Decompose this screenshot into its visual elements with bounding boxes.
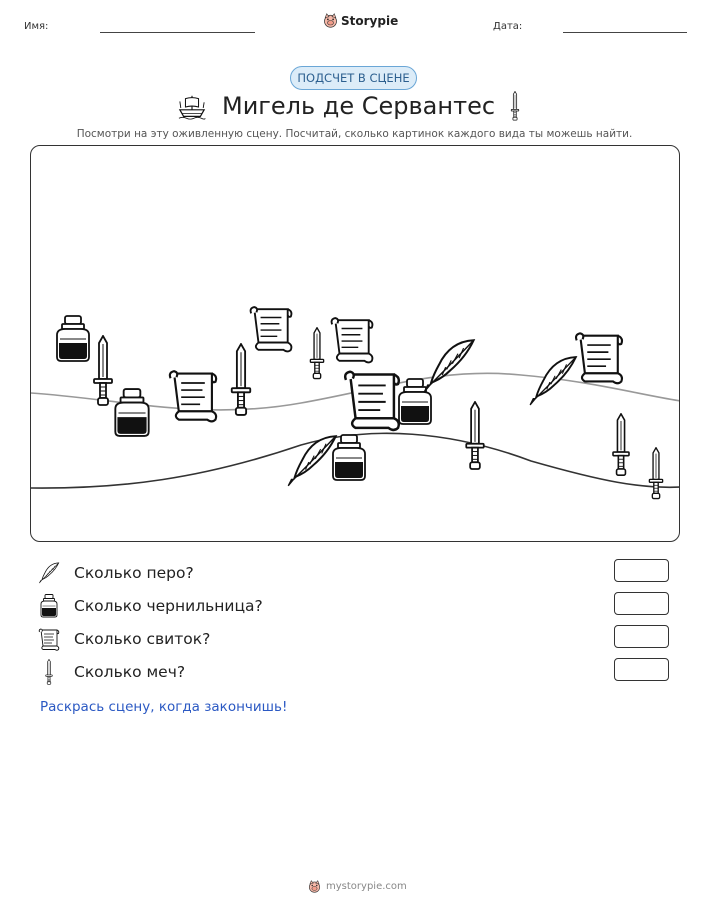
scene-sword — [466, 402, 484, 469]
ship-icon — [178, 93, 206, 121]
question-text: Сколько меч? — [74, 663, 186, 681]
quill-icon — [38, 559, 60, 587]
question-text: Сколько чернильница? — [74, 597, 263, 615]
answer-box-quill[interactable] — [614, 559, 669, 582]
question-quill — [38, 559, 194, 587]
activity-badge: ПОДСЧЕТ В СЦЕНЕ — [290, 66, 417, 90]
answer-box-inkwell[interactable] — [614, 592, 669, 615]
scene-scroll — [332, 318, 373, 362]
scene-sword — [94, 336, 112, 405]
pig-mascot-icon — [308, 880, 321, 893]
scene-scroll — [576, 333, 622, 383]
answer-box-scroll[interactable] — [614, 625, 669, 648]
sword-icon — [38, 658, 60, 686]
page-title: Мигель де Сервантес — [222, 92, 496, 120]
scene-quill — [424, 340, 473, 392]
footer — [308, 880, 407, 893]
scene-sword — [310, 328, 323, 379]
scene-inkwell — [115, 389, 148, 436]
question-text: Сколько свиток? — [74, 630, 211, 648]
instructions: Посмотри на эту оживленную сцену. Посчитай, сколько картинок каждого вида ты можешь найти. — [76, 128, 633, 140]
scene-scroll — [345, 372, 399, 430]
question-inkwell — [38, 592, 263, 620]
counting-scene — [30, 145, 680, 542]
scene-inkwell — [399, 379, 431, 424]
question-text: Сколько перо? — [74, 564, 194, 582]
name-line[interactable] — [100, 32, 255, 33]
sword-icon — [508, 91, 522, 121]
name-label: Имя: — [24, 21, 49, 32]
scene-inkwell — [333, 435, 365, 480]
brand-logo — [323, 13, 398, 28]
answer-box-sword[interactable] — [614, 658, 669, 681]
scene-scroll — [170, 371, 216, 421]
scene-sword — [232, 344, 251, 415]
scene-illustration — [31, 146, 680, 542]
scene-scroll — [251, 307, 292, 351]
footer-site: mystorypie.com — [326, 881, 407, 892]
date-label: Дата: — [493, 21, 523, 32]
date-line[interactable] — [563, 32, 687, 33]
pig-mascot-icon — [323, 13, 338, 28]
scene-sword — [649, 448, 662, 499]
scene-sword — [613, 414, 629, 475]
brand-name: Storypie — [341, 13, 399, 28]
coloring-note: Раскрась сцену, когда закончишь! — [40, 699, 288, 715]
scene-quill — [288, 436, 336, 486]
question-sword — [38, 658, 185, 686]
inkwell-icon — [38, 592, 60, 620]
question-scroll — [38, 625, 210, 653]
scroll-icon — [38, 625, 60, 653]
scene-inkwell — [57, 316, 89, 361]
